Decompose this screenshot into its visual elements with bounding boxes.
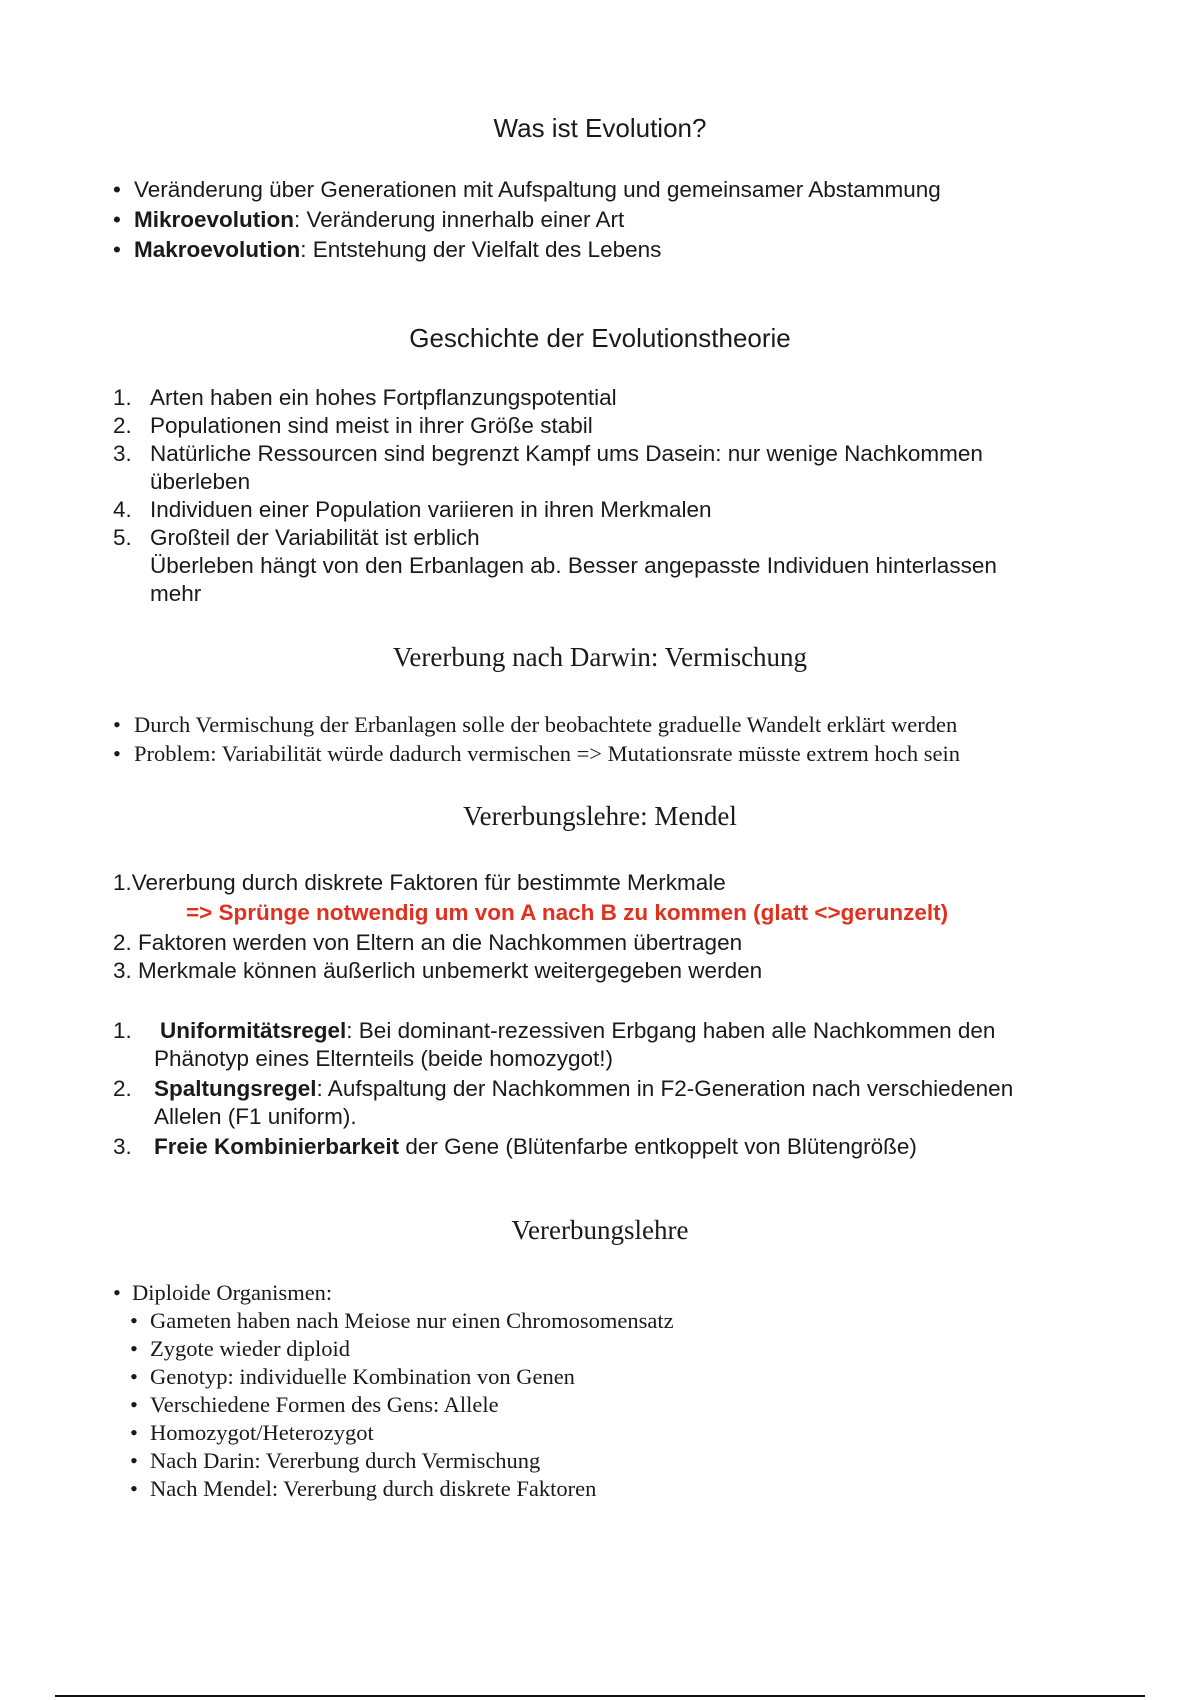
section-title-mendel: Vererbungslehre: Mendel [463,801,737,831]
rule-item-splitting: 2. Spaltungsregel: Aufspaltung der Nachkommen in F2-Generation nach verschiedenen [113,1076,1014,1101]
bottom-divider [55,1695,1145,1697]
rule-item-combination: 3. Freie Kombinierbarkeit der Gene (Blütenfarbe entkoppelt von Blütengröße) [113,1134,917,1159]
document-page: Was ist Evolution? • Veränderung über Generationen mit Aufspaltung und gemeinsamer Abstammung • Mikroevolution: Veränderung innerhalb einer Art • Makroevolution: Entstehung der Vielfalt des Lebens Geschichte der Evolutionstheorie 1. Arten haben ein hohes Fortpflanzungspotential 2. Populationen sind meist in ihrer Größe stabil 3. Natürliche Ressourcen sind begrenzt Kampf ums Dasein: nur wenige Nachkommen überleben 4. Individuen einer Population variieren in ihren Merkmalen 5. Großteil der Variabilität ist erblich Überleben hängt von den Erbanlagen ab. Besser angepasste Individuen hinterlassen mehr Vererbung nach Darwin: Vermischung • Durch Vermischung der Erbanlagen solle der beobachtete graduelle Wandelt erklärt werden • Problem: Variabilität würde dadurch vermischen => Mutationsrate müsste extrem hoch sein Vererbungslehre: Mendel 1.Vererbung durch diskrete Faktoren für bestimmte Merkmale => Sprünge notwendig um von A nach B zu kommen (glatt <>gerunzelt) 2. Faktoren werden von Eltern an die Nachkommen übertragen 3. Merkmale können äußerlich unbemerkt weitergegeben werden 1. Uniformitätsregel: Bei dominant-rezessiven Erbgang haben alle Nachkommen den Phänotyp eines Elternteils (beide homozygot!) 2. Spaltungsregel: Aufspaltung der Nachkommen in F2-Generation nach verschiedenen Allelen (F1 uniform). 3. Freie Kombinierbarkeit der Gene (Blütenfarbe entkoppelt von Blütengröße) Vererbungslehre • Diploide Organismen: • Gameten haben nach Meiose nur einen Chromosomensatz • Zygote wieder diploid • Genotyp: individuelle Kombination von Genen • Verschiedene Formen des Gens: Allele • Homozygot/Heterozygot • Nach Darin: Vererbung durch Vermischung • Nach Mendel: Vererbung durch diskrete Faktoren [0,0,1200,1700]
numbered-item-continuation: mehr [150,581,202,606]
numbered-item: 1.Vererbung durch diskrete Faktoren für bestimmte Merkmale [113,870,726,895]
section-title-genetics: Vererbungslehre [511,1215,689,1245]
numbered-item-continuation: Überleben hängt von den Erbanlagen ab. Besser angepasste Individuen hinterlassen [150,553,997,578]
numbered-item: 3. Natürliche Ressourcen sind begrenzt Kampf ums Dasein: nur wenige Nachkommen [113,441,983,466]
numbered-item-continuation: überleben [150,469,251,494]
rule-item-continuation: Allelen (F1 uniform). [154,1104,357,1129]
rule-item-continuation: Phänotyp eines Elternteils (beide homozygot!) [154,1046,614,1071]
numbered-item: 2. Faktoren werden von Eltern an die Nachkommen übertragen [113,930,743,955]
section-title-evolution: Was ist Evolution? [493,113,707,143]
highlight-note: => Sprünge notwendig um von A nach B zu kommen (glatt <>gerunzelt) [186,900,949,925]
numbered-item: 2. Populationen sind meist in ihrer Größe stabil [113,413,593,438]
numbered-item: 4. Individuen einer Population variieren in ihren Merkmalen [113,497,712,522]
section-title-history: Geschichte der Evolutionstheorie [409,323,791,353]
numbered-item: 5. Großteil der Variabilität ist erblich [113,525,480,550]
numbered-item: 3. Merkmale können äußerlich unbemerkt weitergegeben werden [113,958,763,983]
section-title-darwin: Vererbung nach Darwin: Vermischung [392,642,808,672]
numbered-item: 1. Arten haben ein hohes Fortpflanzungspotential [113,385,617,410]
rule-item-uniformity: 1. Uniformitätsregel: Bei dominant-rezessiven Erbgang haben alle Nachkommen den [113,1018,996,1043]
